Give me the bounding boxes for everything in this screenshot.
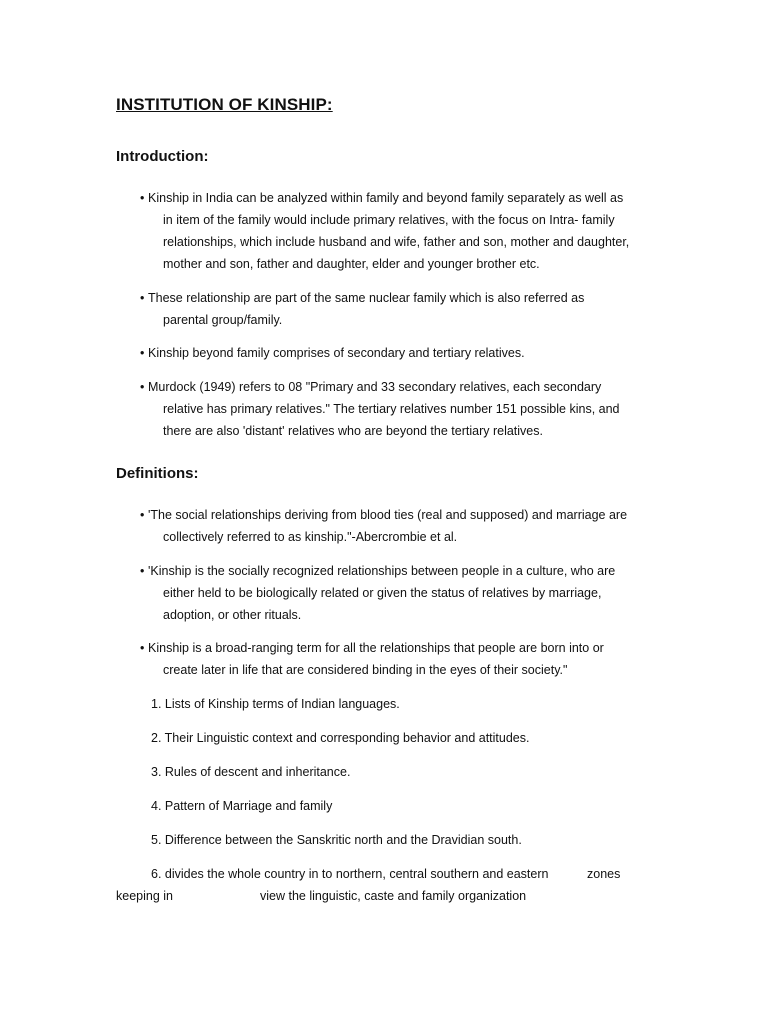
- numbered-item-6-part1: 6. divides the whole country in to northern, central southern and eastern: [151, 867, 549, 881]
- bullet-line: relative has primary relatives." The tertiary relatives number 151 possible kins, and: [163, 402, 620, 416]
- bullet-line: mother and son, father and daughter, elder and younger brother etc.: [163, 257, 540, 271]
- bullet-dot: •: [140, 641, 145, 655]
- bullet-line: adoption, or other rituals.: [163, 608, 302, 622]
- bullet-line: Kinship is a broad-ranging term for all the relationships that people are born into or: [148, 641, 604, 655]
- introduction-bullet: [140, 287, 680, 331]
- bullet-dot: •: [140, 191, 145, 205]
- introduction-bullet: [140, 187, 680, 275]
- bullet-line: relationships, which include husband and wife, father and son, mother and daughter,: [163, 235, 630, 249]
- bullet-line: in item of the family would include primary relatives, with the focus on Intra- family: [163, 213, 615, 227]
- bullet-line: either held to be biologically related or given the status of relatives by marriage,: [163, 586, 602, 600]
- definition-bullet: [140, 504, 680, 548]
- numbered-item-6-part2: zones: [587, 867, 621, 881]
- introduction-bullet: [140, 342, 680, 364]
- bullet-line: 'Kinship is the socially recognized relationships between people in a culture, who are: [148, 564, 616, 578]
- bullet-line: Kinship in India can be analyzed within family and beyond family separately as well as: [148, 191, 624, 205]
- definition-bullet: [140, 637, 680, 681]
- numbered-item: 2. Their Linguistic context and corresponding behavior and attitudes.: [151, 731, 530, 745]
- bullet-line: create later in life that are considered binding in the eyes of their society.": [163, 663, 568, 677]
- numbered-item: 4. Pattern of Marriage and family: [151, 799, 333, 813]
- bullet-line: Kinship beyond family comprises of secondary and tertiary relatives.: [148, 346, 525, 360]
- bullet-line: there are also 'distant' relatives who are beyond the tertiary relatives.: [163, 424, 543, 438]
- document-title: INSTITUTION OF KINSHIP:: [116, 95, 333, 114]
- numbered-item-6-part4: view the linguistic, caste and family organization: [260, 889, 527, 903]
- bullet-dot: •: [140, 564, 145, 578]
- bullet-dot: •: [140, 508, 145, 522]
- introduction-bullet: [140, 376, 680, 442]
- numbered-item: 5. Difference between the Sanskritic north and the Dravidian south.: [151, 833, 522, 847]
- bullet-line: These relationship are part of the same nuclear family which is also referred as: [148, 291, 585, 305]
- bullet-dot: •: [140, 346, 145, 360]
- bullet-line: collectively referred to as kinship."-Abercrombie et al.: [163, 530, 458, 544]
- definition-bullet: [140, 560, 680, 626]
- bullet-line: parental group/family.: [163, 313, 283, 327]
- bullet-dot: •: [140, 380, 145, 394]
- bullet-line: Murdock (1949) refers to 08 "Primary and 33 secondary relatives, each secondary: [148, 380, 602, 394]
- bullet-dot: •: [140, 291, 145, 305]
- numbered-item: 1. Lists of Kinship terms of Indian languages.: [151, 697, 400, 711]
- numbered-item: 3. Rules of descent and inheritance.: [151, 765, 351, 779]
- definitions-heading: Definitions:: [116, 465, 199, 482]
- numbered-item-6-part3: keeping in: [116, 889, 173, 903]
- introduction-heading: Introduction:: [116, 148, 209, 165]
- bullet-line: 'The social relationships deriving from blood ties (real and supposed) and marriage are: [148, 508, 628, 522]
